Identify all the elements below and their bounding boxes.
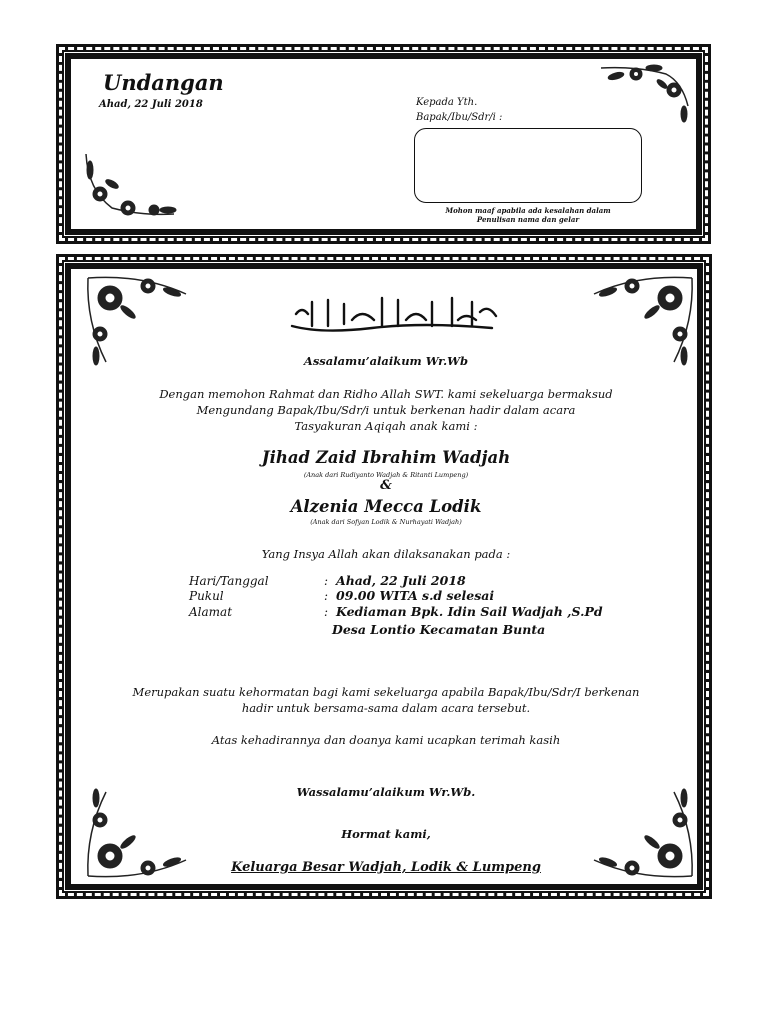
farewell: Wassalamu’alaikum Wr.Wb. <box>296 785 476 799</box>
detail-colon: : <box>324 589 329 603</box>
thanks-line: Atas kehadirannya dan doanya kami ucapkan terimah kasih <box>211 733 561 747</box>
recipient-name-box[interactable] <box>414 128 642 203</box>
greeting: Assalamu’alaikum Wr.Wb <box>303 354 469 368</box>
regards: Hormat kami, <box>341 827 431 841</box>
detail-label: Alamat <box>189 605 233 619</box>
recipient-label: Bapak/Ibu/Sdr/i : <box>416 112 503 123</box>
detail-value: 09.00 WITA s.d selesai <box>336 588 495 603</box>
child2-name: Alzenia Mecca Lodik <box>290 497 482 516</box>
invitation-intro: Dengan memohon Rahmat dan Ridho Allah SWT. kami sekeluarga bermaksud Mengundang Bapak/Ibu/Sdr/i untuk berkenan hadir dalam acara Tasyakuran Aqiqah anak kami : <box>159 387 613 433</box>
envelope-date: Ahad, 22 Juli 2018 <box>99 99 203 110</box>
schedule-intro: Yang Insya Allah akan dilaksanakan pada : <box>261 547 511 561</box>
apology-note: Mohon maaf apabila ada kesalahan dalam Penulisan nama dan gelar <box>445 206 611 224</box>
detail-label: Pukul <box>189 589 224 603</box>
detail-label: Hari/Tanggal <box>189 574 269 588</box>
child1-name: Jihad Zaid Ibrahim Wadjah <box>261 448 511 467</box>
envelope-title: Undangan <box>103 70 224 95</box>
detail-colon: : <box>324 574 329 588</box>
child1-parents: (Anak dari Rudiyanto Wadjah & Ritanti Lumpeng) <box>303 471 469 479</box>
detail-colon: : <box>324 605 329 619</box>
closing-paragraph: Merupakan suatu kehormatan bagi kami sekeluarga apabila Bapak/Ibu/Sdr/I berkenan hadir untuk bersama-sama dalam acara tersebut. <box>132 685 640 715</box>
signature: Keluarga Besar Wadjah, Lodik & Lumpeng <box>231 860 541 875</box>
floral-corner-ornament <box>596 62 692 128</box>
detail-value: Ahad, 22 Juli 2018 <box>336 573 466 588</box>
address-line-2: Desa Lontio Kecamatan Bunta <box>332 622 546 637</box>
basmala-calligraphy <box>282 290 504 340</box>
basmala-artwork <box>282 290 504 340</box>
child2-parents: (Anak dari Sofyan Lodik & Nurhayati Wadjah) <box>310 518 462 526</box>
recipient-heading: Kepada Yth. <box>416 97 478 108</box>
detail-value: Kediaman Bpk. Idin Sail Wadjah ,S.Pd <box>336 604 603 619</box>
ampersand: & <box>380 478 392 493</box>
floral-corner-ornament <box>82 150 178 220</box>
